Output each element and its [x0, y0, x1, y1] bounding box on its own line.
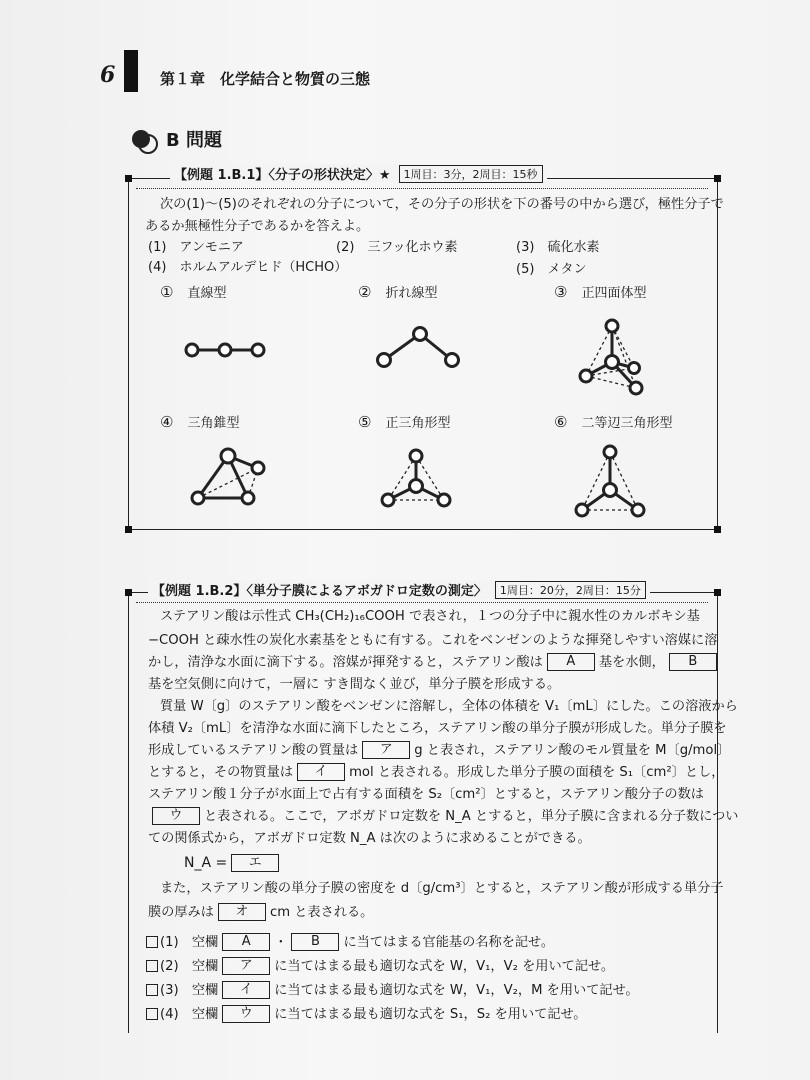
- shape-label: ⑤ 正三角形型: [358, 412, 451, 431]
- example2-line: とすると，その物質量は イ mol と表される。形成した単分子膜の面積を S₁〔cm²〕とし，: [148, 764, 725, 780]
- avogadro-equation: N_A = エ: [184, 852, 283, 874]
- example2-label: 【例題 1.B.2】〈単分子膜によるアボガドロ定数の測定〉: [152, 584, 487, 599]
- example1-header: [170, 164, 547, 183]
- page-number-bar: [124, 50, 138, 92]
- example2-line: −COOH と疎水性の炭化水素基をともに有する。これをベンゼンのような揮発しやすい溶媒に溶: [148, 633, 718, 648]
- answer-box-o[interactable]: オ: [218, 903, 266, 921]
- molecular-shapes-figure: [130, 296, 710, 526]
- example2-line: ウ と表される。ここで，アボガドロ定数を N_A とすると，単分子膜に含まれる分子数につい: [148, 806, 738, 828]
- molecule-item: (4) ホルムアルデヒド（HCHO）: [148, 260, 348, 275]
- frame-corner: [125, 526, 132, 533]
- molecule-item: (3) 硫化水素: [516, 240, 600, 255]
- example2-line: 体積 V₂〔mL〕を清浄な水面に滴下したところ，ステアリン酸の単分子膜が形成した。単分子膜を: [148, 721, 727, 736]
- chapter-title: 第１章 化学結合と物質の三態: [160, 70, 371, 88]
- question-item: (3) 空欄 イ に当てはまる最も適切な式を W，V₁，V₂，M を用いて記せ。: [146, 980, 639, 1002]
- shape-label: ⑥ 二等辺三角形型: [554, 412, 673, 431]
- question-item: (1) 空欄 A ・ B に当てはまる官能基の名称を記せ。: [146, 932, 554, 954]
- section-heading: [132, 126, 222, 152]
- shape-label: ② 折れ線型: [358, 282, 438, 301]
- frame-corner: [125, 175, 132, 182]
- example2-line: 質量 W〔g〕のステアリン酸をベンゼンに溶解し，全体の体積を V₁〔mL〕にした。この溶液から: [160, 699, 738, 714]
- answer-box-a-kana[interactable]: ア: [362, 741, 410, 759]
- example1-text-line2: あるか無極性分子であるかを答えよ。: [145, 219, 370, 234]
- shape-label: ④ 三角錐型: [160, 412, 240, 431]
- answer-box-i[interactable]: イ: [297, 763, 345, 781]
- frame-corner: [714, 589, 721, 596]
- answer-box-u[interactable]: ウ: [152, 807, 200, 825]
- bent-shape-diagram: [378, 328, 459, 367]
- section-title: B 問題: [166, 130, 222, 151]
- molecule-item: (2) 三フッ化ホウ素: [336, 240, 458, 255]
- example2-line: ステアリン酸は示性式 CH₃(CH₂)₁₆COOH で表され，１つの分子中に親水性のカルボキシ基: [160, 609, 700, 624]
- linear-shape-diagram: [186, 344, 264, 356]
- example2-line: 基を空気側に向けて，一層に すき間なく並び，単分子膜を形成する。: [148, 677, 561, 692]
- page-number: 6: [100, 62, 116, 88]
- example1-time: 1周目：3分，2周目：15秒: [399, 165, 543, 183]
- example2-line: ステアリン酸１分子が水面上で占有する面積を S₂〔cm²〕とすると，ステアリン酸分子の数は: [148, 787, 704, 802]
- example1-text-line1: 次の(1)〜(5)のそれぞれの分子について，その分子の形状を下の番号の中から選び，極性分子で: [160, 197, 724, 212]
- shape-label: ③ 正四面体型: [554, 282, 647, 301]
- answer-box-e[interactable]: エ: [231, 854, 279, 872]
- question-item: (2) 空欄 ア に当てはまる最も適切な式を W，V₁，V₂ を用いて記せ。: [146, 956, 614, 978]
- answer-box-a[interactable]: A: [547, 653, 595, 671]
- example2-line: 形成しているステアリン酸の質量は ア g と表され，ステアリン酸のモル質量を M〔g/mol〕: [148, 742, 731, 758]
- example2-line: 膜の厚みは オ cm と表される。: [148, 904, 374, 920]
- dotted-rule: [136, 602, 708, 603]
- example2-line: かし，清浄な水面に滴下する。溶媒が揮発すると，ステアリン酸は A 基を水側， B: [148, 652, 721, 674]
- dotted-rule: [136, 188, 708, 189]
- shape-label: ① 直線型: [160, 282, 227, 301]
- example2-header: [148, 580, 650, 599]
- checkbox-icon[interactable]: [146, 936, 158, 948]
- isosceles-triangle-diagram: [576, 446, 644, 516]
- checkbox-icon[interactable]: [146, 960, 158, 972]
- example2-time: 1周目：20分，2周目：15分: [495, 581, 646, 599]
- question-item: (4) 空欄 ウ に当てはまる最も適切な式を S₁，S₂ を用いて記せ。: [146, 1004, 587, 1026]
- molecule-item: (1) アンモニア: [148, 240, 244, 255]
- pyramidal-shape-diagram: [192, 449, 264, 504]
- trigonal-planar-diagram: [382, 450, 450, 506]
- frame-corner: [125, 589, 132, 596]
- frame-corner: [714, 175, 721, 182]
- example2-line: ての関係式から，アボガドロ定数 N_A は次のように求めることができる。: [148, 831, 591, 846]
- tetrahedral-shape-diagram: [580, 320, 642, 394]
- frame-corner: [714, 526, 721, 533]
- example2-line: また，ステアリン酸の単分子膜の密度を d〔g/cm³〕とすると，ステアリン酸が形成する単分子: [160, 881, 724, 896]
- checkbox-icon[interactable]: [146, 984, 158, 996]
- answer-box-b[interactable]: B: [669, 653, 717, 671]
- section-mark-icon: [132, 130, 150, 148]
- molecule-item: (5) メタン: [516, 262, 587, 277]
- example1-label: 【例題 1.B.1】〈分子の形状決定〉★: [174, 168, 391, 183]
- checkbox-icon[interactable]: [146, 1008, 158, 1020]
